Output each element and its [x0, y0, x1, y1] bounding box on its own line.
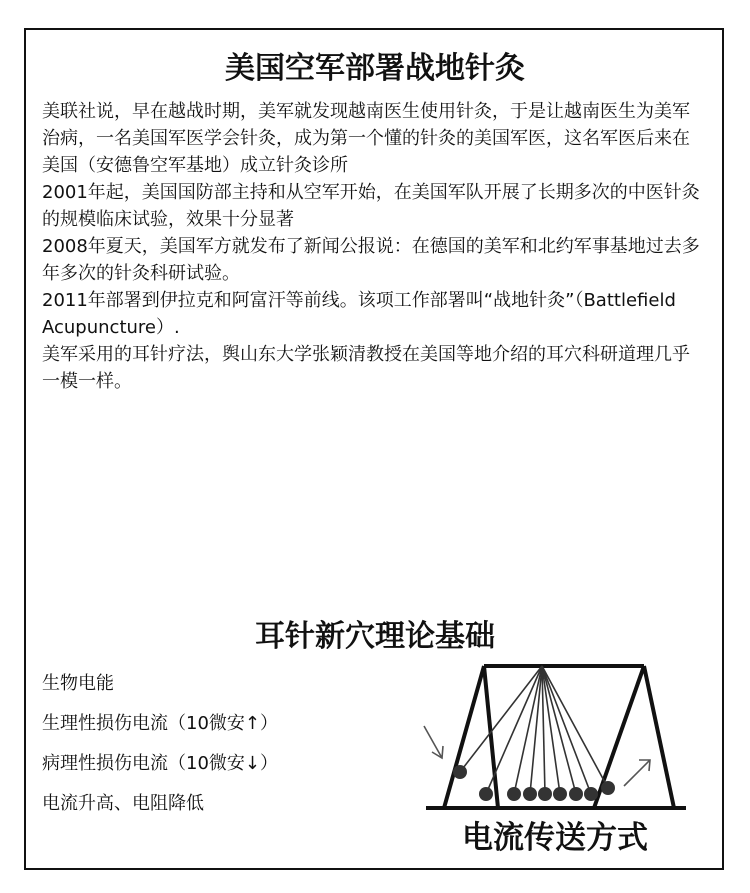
cradle-string	[486, 666, 542, 794]
cradle-string	[542, 666, 608, 788]
cradle-ball	[601, 781, 615, 795]
cradle-frame-left-outer	[444, 666, 484, 808]
cradle-ball	[538, 787, 552, 801]
page-title: 美国空军部署战地针灸	[225, 51, 525, 86]
cradle-frame-right-outer	[644, 666, 674, 808]
paragraph-5: 美军采用的耳针疗法，舆山东大学张颖清教授在美国等地介绍的耳穴科研道理几乎一模一样。	[42, 344, 690, 392]
list-item: 病理性损伤电流（10微安↓）	[42, 753, 278, 774]
diagram-caption: 电流传送方式	[462, 820, 648, 856]
list-item: 电流升高、电阻降低	[42, 793, 204, 814]
swing-arrow-left-head	[432, 746, 443, 758]
cradle-string	[530, 666, 542, 794]
section-title: 耳针新穴理论基础	[255, 619, 495, 654]
theory-list	[42, 670, 278, 830]
cradle-string	[542, 666, 591, 794]
cradle-ball	[453, 765, 467, 779]
paragraph-2: 2001年起，美国国防部主持和从空军开始，在美国军队开展了长期多次的中医针灸的规模临床试验，效果十分显著	[42, 182, 700, 230]
list-item: 生物电能	[42, 673, 114, 694]
paragraph-3: 2008年夏天，美国军方就发布了新闻公报说：在德国的美军和北约军事基地过去多年多次的针灸科研试验。	[42, 236, 700, 284]
article-body	[42, 98, 702, 395]
cradle-ball	[553, 787, 567, 801]
list-item: 生理性损伤电流（10微安↑）	[42, 713, 278, 734]
cradle-ball	[479, 787, 493, 801]
cradle-string	[542, 666, 576, 794]
cradle-ball	[523, 787, 537, 801]
newtons-cradle-illustration	[418, 660, 690, 816]
cradle-ball	[584, 787, 598, 801]
cradle-ball	[569, 787, 583, 801]
cradle-ball	[507, 787, 521, 801]
swing-arrow-right	[624, 760, 650, 786]
paragraph-4: 2011年部署到伊拉克和阿富汗等前线。该项工作部署叫“战地针灸”（Battlefield Acupuncture）.	[42, 290, 676, 338]
paragraph-1: 美联社说，早在越战时期，美军就发现越南医生使用针灸，于是让越南医生为美军治病，一名美国军医学会针灸，成为第一个懂的针灸的美国军医，这名军医后来在美国（安德鲁空军基地）成立针灸诊所	[42, 101, 690, 176]
